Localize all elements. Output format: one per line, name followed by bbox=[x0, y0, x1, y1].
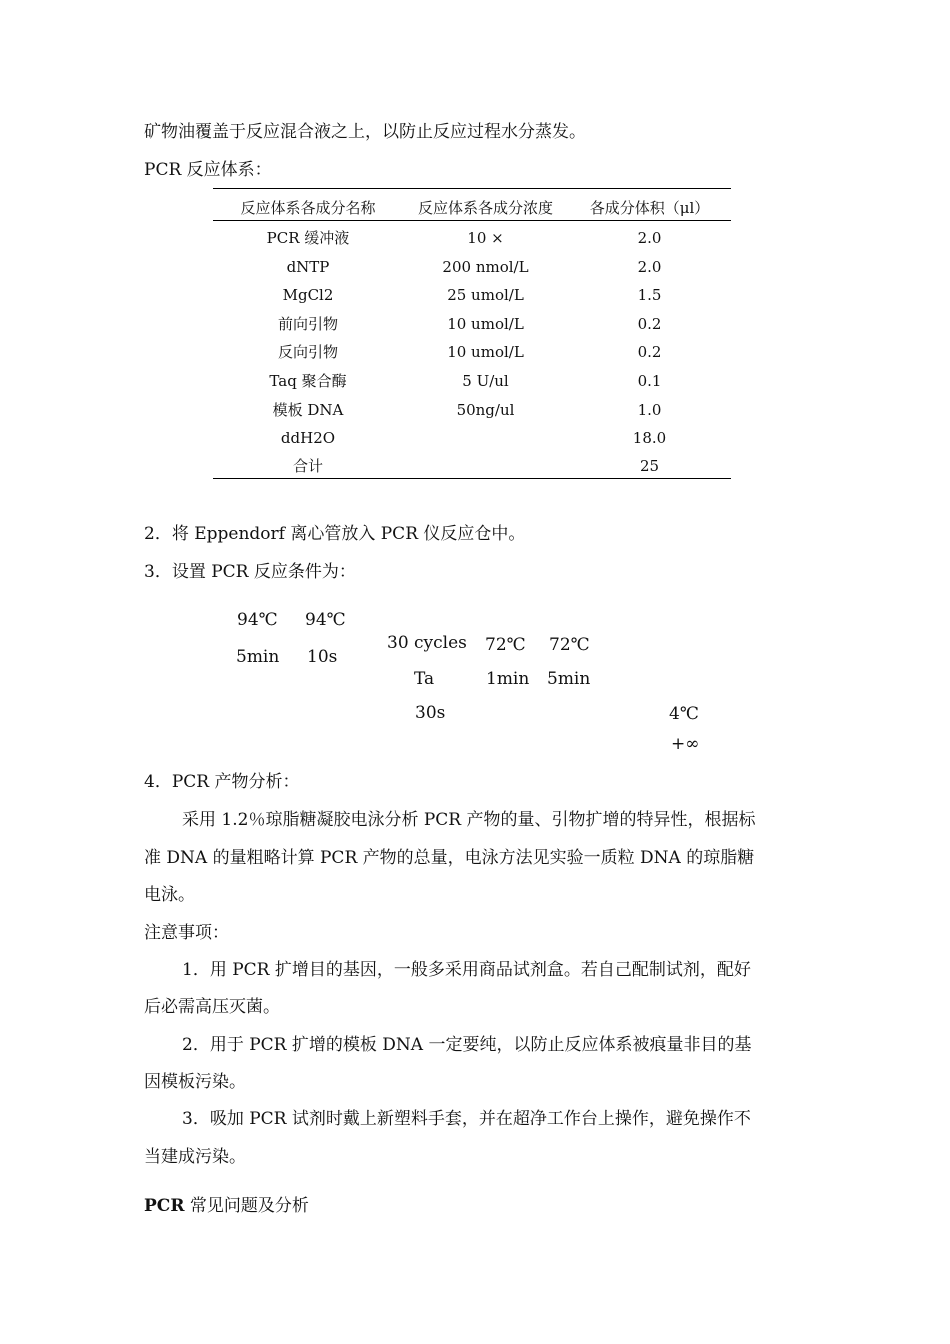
step-4: 4．PCR 产物分析： bbox=[144, 772, 300, 792]
predenature-time: 5min bbox=[236, 647, 280, 667]
denature-time: 10s bbox=[307, 647, 338, 667]
anneal-temp: Ta bbox=[414, 669, 435, 689]
table-cell: 50ng/ul bbox=[456, 401, 515, 419]
section-heading-bold: PCR bbox=[144, 1196, 185, 1216]
table-cell: 10 × bbox=[467, 229, 504, 247]
note-line: 因模板污染。 bbox=[144, 1072, 246, 1092]
final-extension-time: 5min bbox=[547, 669, 591, 689]
hold-temp: 4℃ bbox=[669, 704, 699, 724]
analysis-line: 准 DNA 的量粗略计算 PCR 产物的总量，电泳方法见实验一质粒 DNA 的琼脂糖 bbox=[144, 848, 755, 868]
table-cell: 0.1 bbox=[637, 372, 662, 390]
notes-title: 注意事项： bbox=[144, 923, 229, 943]
table-cell: 合计 bbox=[292, 457, 323, 475]
table-cell: 18.0 bbox=[632, 429, 667, 447]
table-rule-top bbox=[213, 188, 731, 189]
table-header-concentration: 反应体系各成分浓度 bbox=[417, 199, 553, 217]
table-rule-mid bbox=[213, 220, 731, 221]
table-cell: 5 U/ul bbox=[462, 372, 509, 390]
table-cell: 0.2 bbox=[637, 343, 662, 361]
analysis-line: 电泳。 bbox=[144, 885, 195, 905]
extension-temp: 72℃ bbox=[485, 635, 526, 655]
table-cell: Taq 聚合酶 bbox=[269, 372, 347, 390]
cycle-count: 30 cycles bbox=[387, 633, 467, 653]
table-rule-bottom bbox=[213, 478, 731, 479]
extension-time: 1min bbox=[486, 669, 530, 689]
step-3: 3．设置 PCR 反应条件为： bbox=[144, 562, 356, 582]
table-header-name: 反应体系各成分名称 bbox=[240, 199, 376, 217]
step-2: 2．将 Eppendorf 离心管放入 PCR 仪反应仓中。 bbox=[144, 524, 526, 544]
note-line: 3．吸加 PCR 试剂时戴上新塑料手套，并在超净工作台上操作，避免操作不 bbox=[182, 1109, 751, 1129]
table-cell: 2.0 bbox=[637, 258, 662, 276]
table-cell: PCR 缓冲液 bbox=[266, 229, 350, 247]
table-cell: 2.0 bbox=[637, 229, 662, 247]
table-cell: 前向引物 bbox=[277, 315, 338, 333]
denature-temp: 94℃ bbox=[305, 610, 346, 630]
table-header-volume: 各成分体积（μl） bbox=[589, 199, 710, 217]
analysis-line: 采用 1.2％琼脂糖凝胶电泳分析 PCR 产物的量、引物扩增的特异性，根据标 bbox=[182, 810, 756, 830]
table-cell: 10 umol/L bbox=[447, 315, 524, 333]
table-cell: 0.2 bbox=[637, 315, 662, 333]
final-extension-temp: 72℃ bbox=[549, 635, 590, 655]
table-cell: 200 nmol/L bbox=[442, 258, 529, 276]
table-cell: 反向引物 bbox=[277, 343, 338, 361]
intro-line: 矿物油覆盖于反应混合液之上，以防止反应过程水分蒸发。 bbox=[144, 122, 586, 142]
hold-time: +∞ bbox=[671, 734, 700, 754]
section-heading-rest: 常见问题及分析 bbox=[184, 1196, 309, 1216]
table-cell: ddH2O bbox=[280, 429, 336, 447]
system-title: PCR 反应体系： bbox=[144, 160, 272, 180]
section-heading bbox=[144, 1195, 309, 1217]
table-cell: 25 umol/L bbox=[447, 286, 524, 304]
table-cell: MgCl2 bbox=[282, 286, 334, 304]
table-cell: 1.5 bbox=[637, 286, 662, 304]
table-cell: 25 bbox=[639, 457, 660, 475]
note-line: 当建成污染。 bbox=[144, 1147, 246, 1167]
predenature-temp: 94℃ bbox=[237, 610, 278, 630]
note-line: 1．用 PCR 扩增目的基因，一般多采用商品试剂盒。若自己配制试剂，配好 bbox=[182, 960, 751, 980]
table-cell: 1.0 bbox=[637, 401, 662, 419]
table-cell: 10 umol/L bbox=[447, 343, 524, 361]
table-cell: dNTP bbox=[286, 258, 330, 276]
table-cell: 模板 DNA bbox=[272, 401, 344, 419]
note-line: 后必需高压灭菌。 bbox=[144, 997, 280, 1017]
anneal-time: 30s bbox=[415, 703, 446, 723]
note-line: 2．用于 PCR 扩增的模板 DNA 一定要纯，以防止反应体系被痕量非目的基 bbox=[182, 1035, 752, 1055]
